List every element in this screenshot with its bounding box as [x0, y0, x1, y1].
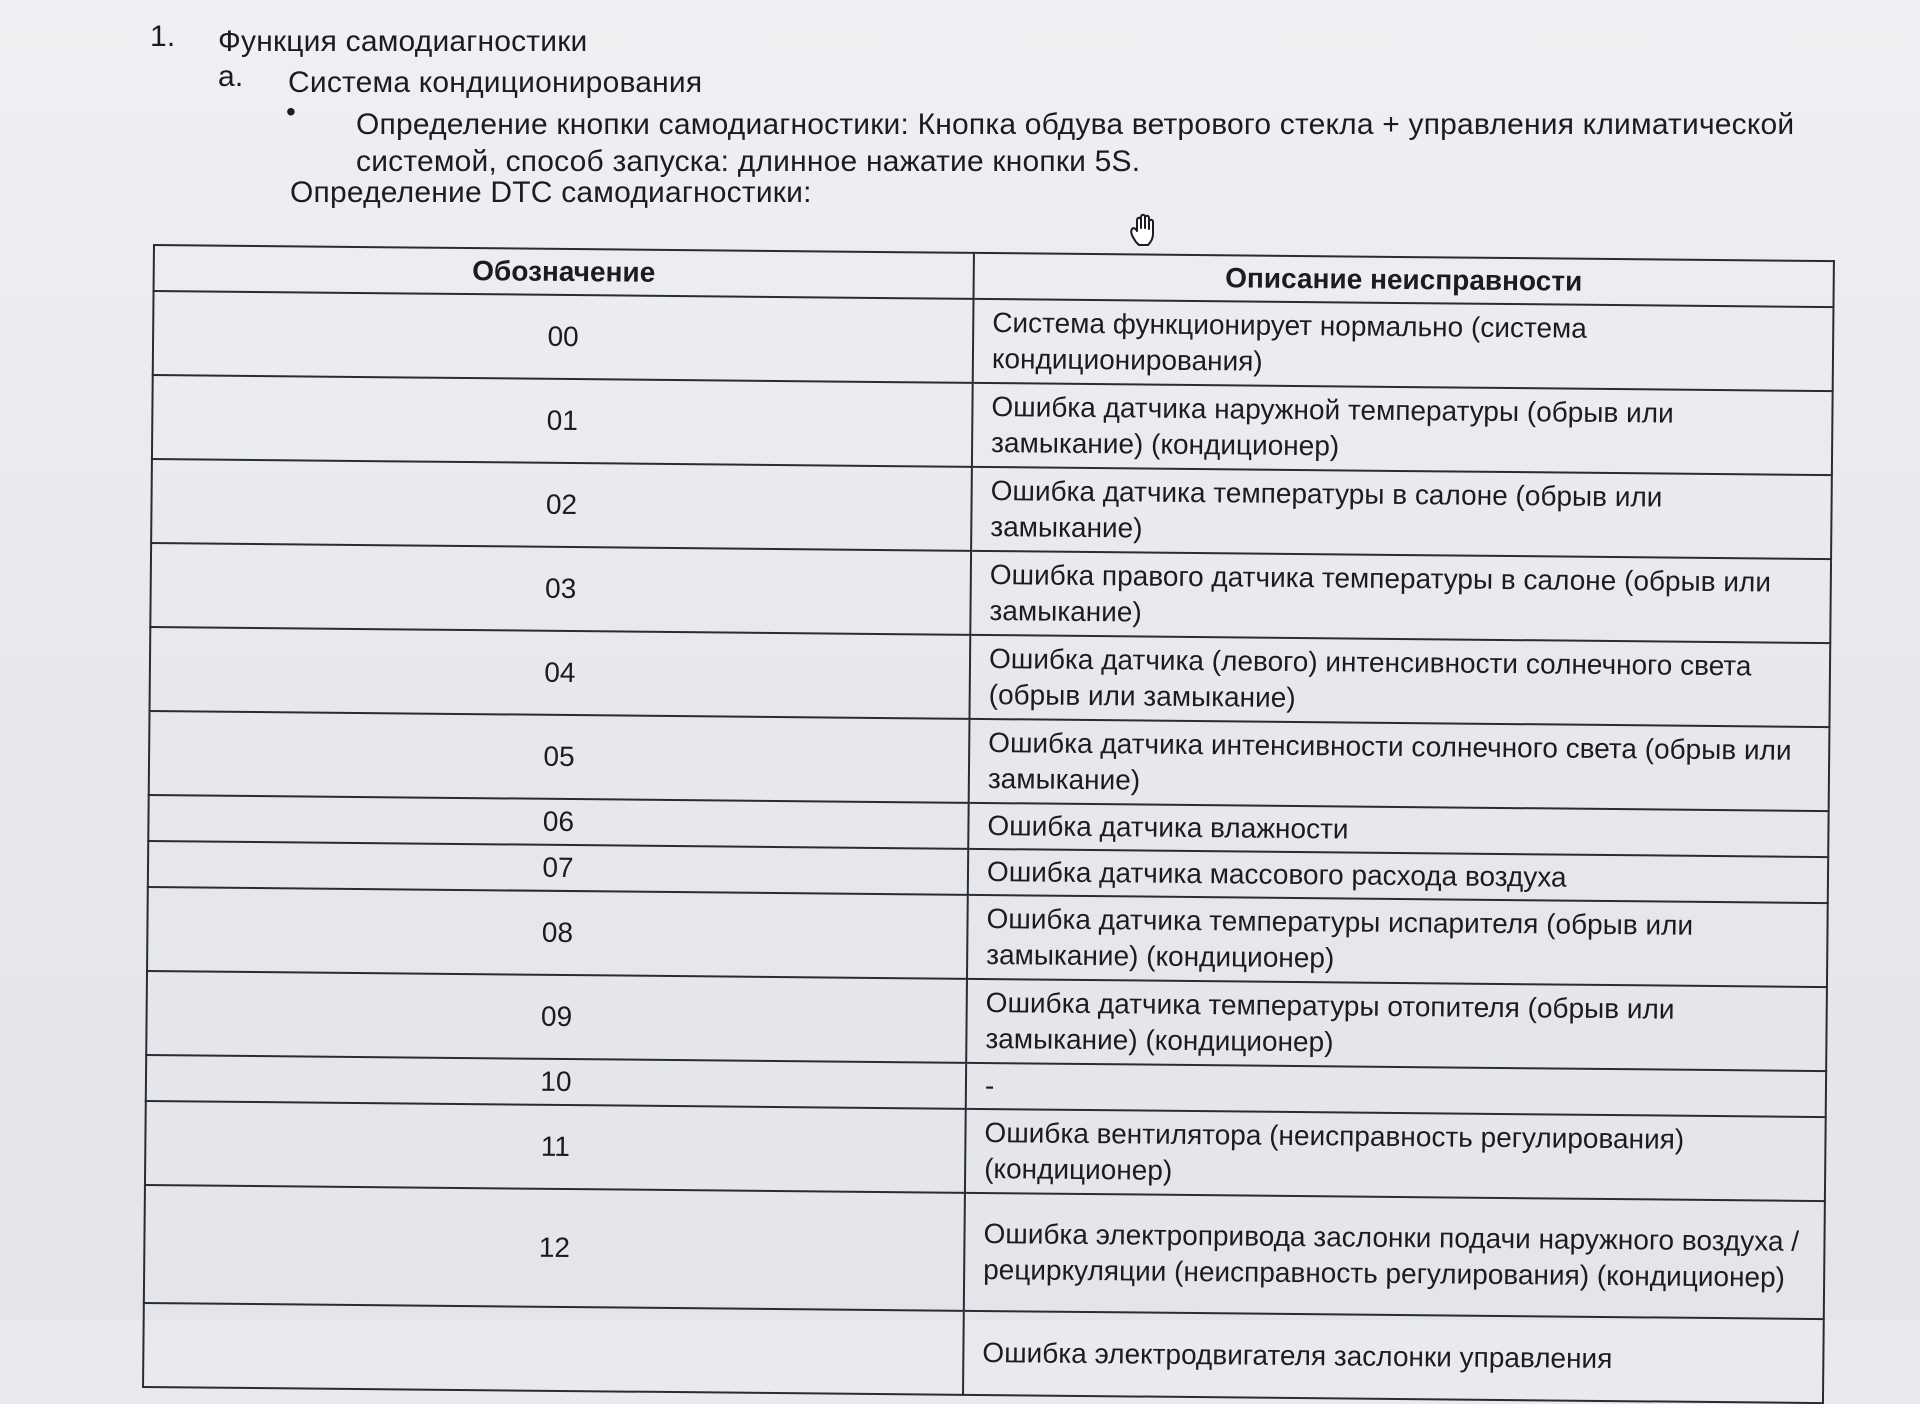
table-row	[152, 375, 1833, 475]
table-row	[147, 887, 1828, 987]
row-description: Ошибка электропривода заслонки подачи наружного воздуха / рециркуляции (неисправность регулирования) (кондиционер)	[964, 1193, 1825, 1319]
heading-title: Функция самодиагностики	[218, 25, 588, 58]
row-description: Ошибка датчика температуры в салоне (обрыв или замыкание)	[971, 467, 1832, 559]
row-code: 12	[144, 1185, 965, 1311]
row-code	[143, 1303, 964, 1395]
table-row	[150, 627, 1831, 727]
row-code: 09	[146, 971, 967, 1063]
row-description: Система функционирует нормально (система кондиционирования)	[973, 299, 1834, 391]
header-code: Обозначение	[154, 245, 974, 299]
row-description: Ошибка датчика влажности	[968, 803, 1828, 857]
header-description: Описание неисправности	[974, 253, 1834, 307]
table-row	[149, 711, 1830, 811]
heading-number: 1.	[150, 20, 176, 53]
table-row	[153, 291, 1834, 391]
hand-cursor-icon	[1126, 212, 1160, 248]
bullet-text-line-2: системой, способ запуска: длинное нажатие кнопки 5S.	[356, 145, 1141, 178]
row-code: 05	[149, 711, 970, 803]
bullet-symbol: •	[286, 96, 297, 127]
table-row	[146, 971, 1827, 1071]
row-code: 11	[145, 1101, 966, 1193]
row-code: 04	[150, 627, 971, 719]
row-code: 02	[151, 459, 972, 551]
subheading-letter: a.	[218, 60, 244, 93]
row-description: Ошибка электродвигателя заслонки управления	[963, 1311, 1824, 1403]
row-description: -	[966, 1063, 1826, 1117]
row-description: Ошибка правого датчика температуры в салоне (обрыв или замыкание)	[970, 551, 1831, 643]
dtc-section-title: Определение DTC самодиагностики:	[290, 176, 812, 209]
row-code: 07	[148, 841, 968, 895]
row-code: 03	[150, 543, 971, 635]
row-description: Ошибка датчика интенсивности солнечного света (обрыв или замыкание)	[969, 719, 1830, 811]
row-code: 01	[152, 375, 973, 467]
table-row	[151, 459, 1832, 559]
bullet-text-line-1: Определение кнопки самодиагностики: Кнопка обдува ветрового стекла + управления климатической	[356, 108, 1795, 141]
row-description: Ошибка датчика температуры отопителя (обрыв или замыкание) (кондиционер)	[966, 979, 1827, 1071]
subheading-title: Система кондиционирования	[288, 66, 703, 99]
table-row	[145, 1101, 1826, 1201]
row-description: Ошибка датчика (левого) интенсивности солнечного света (обрыв или замыкание)	[969, 635, 1830, 727]
row-description: Ошибка датчика массового расхода воздуха	[968, 849, 1828, 903]
dtc-table-container	[142, 244, 1833, 1404]
table-row	[144, 1185, 1825, 1319]
row-code: 08	[147, 887, 968, 979]
dtc-table	[142, 244, 1835, 1404]
row-code: 00	[153, 291, 974, 383]
row-description: Ошибка датчика температуры испарителя (обрыв или замыкание) (кондиционер)	[967, 895, 1828, 987]
row-description: Ошибка датчика наружной температуры (обрыв или замыкание) (кондиционер)	[972, 383, 1833, 475]
row-code: 06	[148, 795, 968, 849]
table-row	[143, 1303, 1824, 1403]
table-row	[150, 543, 1831, 643]
row-code: 10	[146, 1055, 966, 1109]
row-description: Ошибка вентилятора (неисправность регулирования) (кондиционер)	[965, 1109, 1826, 1201]
